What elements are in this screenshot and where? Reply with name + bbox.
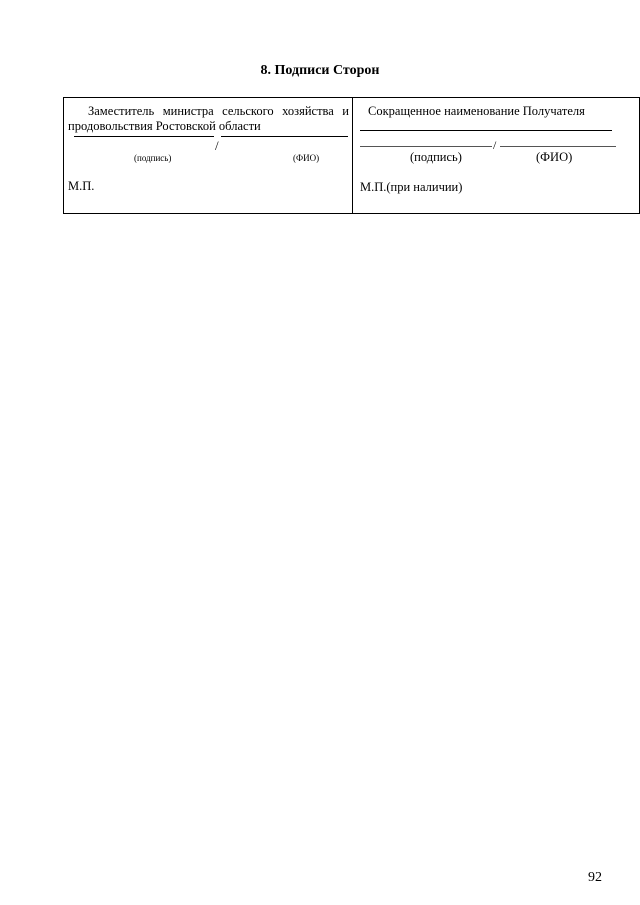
recipient-name-line bbox=[360, 130, 612, 131]
section-title: 8. Подписи Сторон bbox=[260, 63, 380, 78]
recipient-slash: / bbox=[493, 138, 497, 152]
recipient-name-caption: (ФИО) bbox=[536, 150, 573, 164]
column-divider bbox=[352, 98, 353, 213]
ministry-slash: / bbox=[215, 138, 219, 153]
ministry-signature-caption: (подпись) bbox=[134, 153, 172, 163]
signatures-table bbox=[63, 97, 640, 214]
page-number: 92 bbox=[588, 870, 602, 885]
ministry-position-text: Заместитель министра сельского хозяйства и продовольствия Ростовской области bbox=[68, 104, 349, 133]
recipient-signature-caption: (подпись) bbox=[410, 150, 462, 164]
recipient-fio-line bbox=[500, 146, 616, 147]
recipient-signature-line bbox=[360, 146, 492, 147]
ministry-name-caption: (ФИО) bbox=[293, 153, 320, 163]
ministry-name-line bbox=[221, 136, 348, 137]
ministry-signature-line bbox=[74, 136, 214, 137]
recipient-stamp-label: М.П.(при наличии) bbox=[360, 180, 463, 194]
ministry-stamp-label: М.П. bbox=[68, 179, 95, 193]
recipient-name-text: Сокращенное наименование Получателя bbox=[368, 104, 585, 118]
